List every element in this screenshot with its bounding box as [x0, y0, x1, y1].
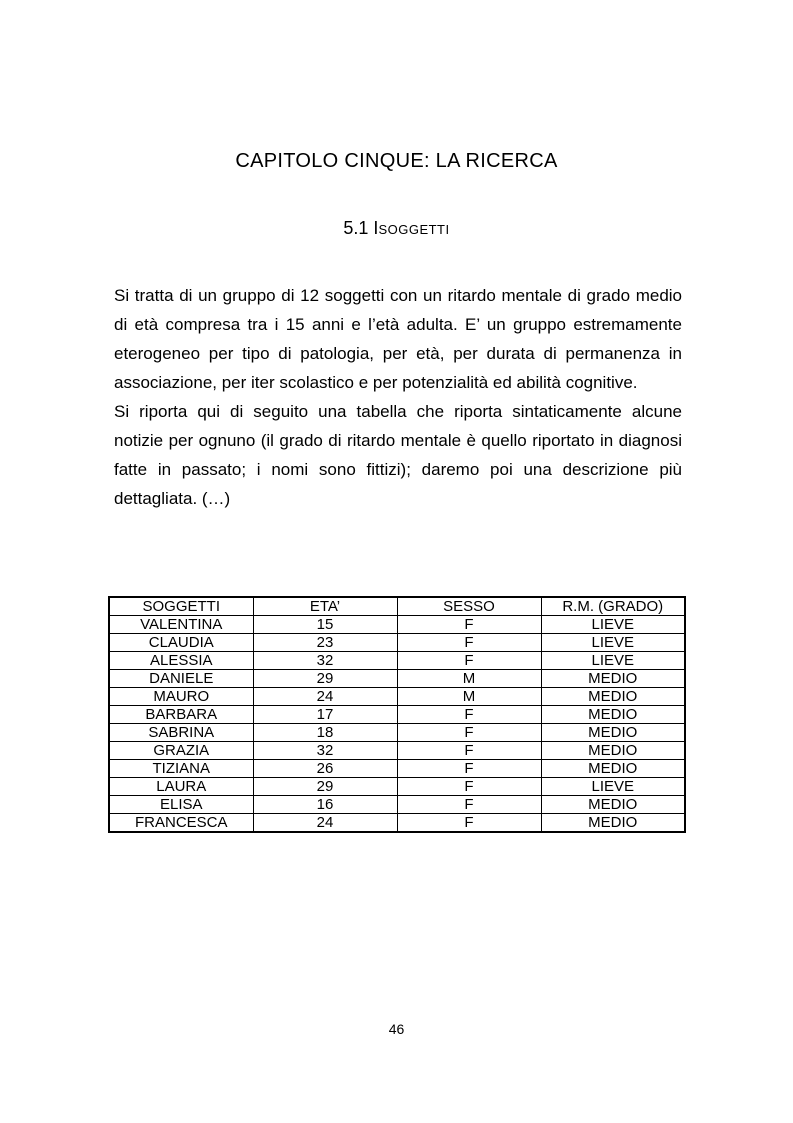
cell-subject: BARBARA — [109, 706, 253, 724]
table-header-row — [109, 597, 685, 616]
cell-subject: ALESSIA — [109, 652, 253, 670]
cell-grade: MEDIO — [541, 760, 685, 778]
header-grade: R.M. (GRADO) — [541, 597, 685, 616]
paragraph-2: Si riporta qui di seguito una tabella che riporta sintaticamente alcune notizie per ognuno (il grado di ritardo mentale è quello riportato in diagnosi fatte in passato; i nomi sono fittizi); daremo poi una descrizione più dettagliata. (…) — [114, 402, 682, 508]
table-row — [109, 634, 685, 652]
subjects-table — [108, 596, 686, 833]
cell-sex: F — [397, 760, 541, 778]
cell-grade: LIEVE — [541, 616, 685, 634]
section-heading — [0, 218, 793, 239]
cell-age: 29 — [253, 778, 397, 796]
cell-sex: F — [397, 652, 541, 670]
cell-grade: LIEVE — [541, 778, 685, 796]
section-initial: I — [373, 218, 379, 238]
table-row — [109, 616, 685, 634]
page-number: 46 — [388, 1021, 405, 1037]
cell-age: 24 — [253, 688, 397, 706]
header-age: ETA’ — [253, 597, 397, 616]
section-number: 5.1 — [343, 218, 369, 238]
cell-sex: F — [397, 742, 541, 760]
cell-age: 18 — [253, 724, 397, 742]
cell-sex: F — [397, 796, 541, 814]
cell-sex: M — [397, 670, 541, 688]
cell-age: 26 — [253, 760, 397, 778]
cell-subject: VALENTINA — [109, 616, 253, 634]
cell-subject: MAURO — [109, 688, 253, 706]
cell-subject: GRAZIA — [109, 742, 253, 760]
cell-sex: F — [397, 778, 541, 796]
cell-subject: CLAUDIA — [109, 634, 253, 652]
chapter-title: CAPITOLO CINQUE: LA RICERCA — [235, 150, 558, 172]
body-text — [114, 281, 682, 513]
cell-sex: F — [397, 634, 541, 652]
cell-grade: LIEVE — [541, 634, 685, 652]
table-row — [109, 670, 685, 688]
cell-age: 15 — [253, 616, 397, 634]
cell-subject: FRANCESCA — [109, 814, 253, 833]
cell-grade: LIEVE — [541, 652, 685, 670]
cell-grade: MEDIO — [541, 688, 685, 706]
cell-age: 24 — [253, 814, 397, 833]
table-row — [109, 688, 685, 706]
cell-age: 17 — [253, 706, 397, 724]
cell-age: 23 — [253, 634, 397, 652]
cell-grade: MEDIO — [541, 814, 685, 833]
cell-sex: F — [397, 616, 541, 634]
cell-grade: MEDIO — [541, 670, 685, 688]
cell-age: 29 — [253, 670, 397, 688]
cell-subject: ELISA — [109, 796, 253, 814]
cell-subject: SABRINA — [109, 724, 253, 742]
cell-grade: MEDIO — [541, 796, 685, 814]
cell-age: 16 — [253, 796, 397, 814]
table-row — [109, 652, 685, 670]
cell-age: 32 — [253, 652, 397, 670]
table-row — [109, 796, 685, 814]
table-body — [109, 616, 685, 833]
cell-grade: MEDIO — [541, 742, 685, 760]
cell-sex: M — [397, 688, 541, 706]
table-row — [109, 742, 685, 760]
cell-sex: F — [397, 706, 541, 724]
paragraph-1: Si tratta di un gruppo di 12 soggetti con un ritardo mentale di grado medio di età compresa tra i 15 anni e l’età adulta. E’ un gruppo estremamente eterogeneo per tipo di patologia, per età, per durata di permanenza in associazione, per iter scolastico e per potenzialità ed abilità cognitive. — [114, 286, 682, 392]
cell-sex: F — [397, 724, 541, 742]
table-row — [109, 706, 685, 724]
header-subjects: SOGGETTI — [109, 597, 253, 616]
cell-grade: MEDIO — [541, 706, 685, 724]
table-row — [109, 760, 685, 778]
section-title-smallcaps: SOGGETTI — [378, 222, 450, 237]
cell-grade: MEDIO — [541, 724, 685, 742]
cell-age: 32 — [253, 742, 397, 760]
cell-sex: F — [397, 814, 541, 833]
table-row — [109, 724, 685, 742]
cell-subject: TIZIANA — [109, 760, 253, 778]
header-sex: SESSO — [397, 597, 541, 616]
table-row — [109, 778, 685, 796]
cell-subject: DANIELE — [109, 670, 253, 688]
table-row — [109, 814, 685, 833]
cell-subject: LAURA — [109, 778, 253, 796]
